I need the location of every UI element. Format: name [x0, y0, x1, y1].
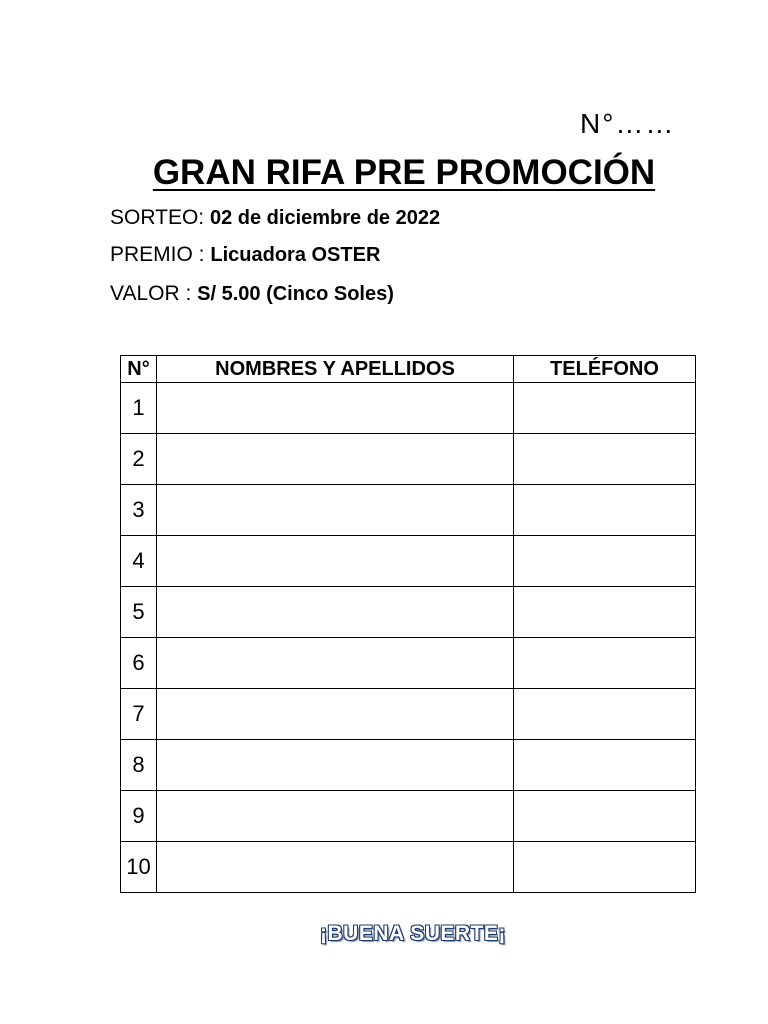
- phone-cell[interactable]: [514, 434, 696, 485]
- row-number: 4: [121, 536, 157, 587]
- sorteo-value: 02 de diciembre de 2022: [209, 207, 441, 229]
- raffle-table: [120, 355, 696, 893]
- name-cell[interactable]: [157, 434, 514, 485]
- name-cell[interactable]: [157, 638, 514, 689]
- row-number: 1: [121, 383, 157, 434]
- header-names: NOMBRES Y APELLIDOS: [157, 356, 514, 383]
- phone-cell[interactable]: [514, 842, 696, 893]
- row-number: 5: [121, 587, 157, 638]
- name-cell[interactable]: [157, 791, 514, 842]
- name-cell[interactable]: [157, 740, 514, 791]
- phone-cell[interactable]: [514, 587, 696, 638]
- page-title-text: GRAN RIFA PRE PROMOCIÓN: [152, 153, 656, 192]
- table-row: [121, 587, 696, 638]
- table-header-row: [121, 356, 696, 383]
- sorteo-line: [110, 206, 440, 230]
- header-phone: TELÉFONO: [514, 356, 696, 383]
- name-cell[interactable]: [157, 536, 514, 587]
- table-row: [121, 791, 696, 842]
- row-number: 7: [121, 689, 157, 740]
- phone-cell[interactable]: [514, 536, 696, 587]
- phone-cell[interactable]: [514, 740, 696, 791]
- good-luck-banner: ¡BUENA SUERTE¡: [320, 922, 506, 945]
- valor-label: VALOR :: [110, 282, 198, 305]
- table-row: [121, 842, 696, 893]
- valor-value: S/ 5.00 (Cinco Soles): [197, 283, 394, 305]
- row-number: 10: [121, 842, 157, 893]
- premio-line: [110, 243, 380, 267]
- row-number: 9: [121, 791, 157, 842]
- row-number: 6: [121, 638, 157, 689]
- header-number: N°: [121, 356, 157, 383]
- phone-cell[interactable]: [514, 383, 696, 434]
- premio-value: Licuadora OSTER: [210, 244, 381, 266]
- premio-label: PREMIO :: [110, 243, 211, 266]
- phone-cell[interactable]: [514, 485, 696, 536]
- table-row: [121, 434, 696, 485]
- table-row: [121, 383, 696, 434]
- sorteo-label: SORTEO:: [110, 206, 210, 229]
- table-row: [121, 740, 696, 791]
- row-number: 3: [121, 485, 157, 536]
- name-cell[interactable]: [157, 485, 514, 536]
- row-number: 2: [121, 434, 157, 485]
- name-cell[interactable]: [157, 689, 514, 740]
- phone-cell[interactable]: [514, 638, 696, 689]
- phone-cell[interactable]: [514, 791, 696, 842]
- valor-line: [110, 282, 394, 306]
- name-cell[interactable]: [157, 383, 514, 434]
- name-cell[interactable]: [157, 842, 514, 893]
- table-row: [121, 485, 696, 536]
- table-row: [121, 638, 696, 689]
- ticket-number-label: N°……: [580, 108, 676, 139]
- table-row: [121, 689, 696, 740]
- phone-cell[interactable]: [514, 689, 696, 740]
- name-cell[interactable]: [157, 587, 514, 638]
- page-title: [0, 153, 768, 193]
- row-number: 8: [121, 740, 157, 791]
- table-row: [121, 536, 696, 587]
